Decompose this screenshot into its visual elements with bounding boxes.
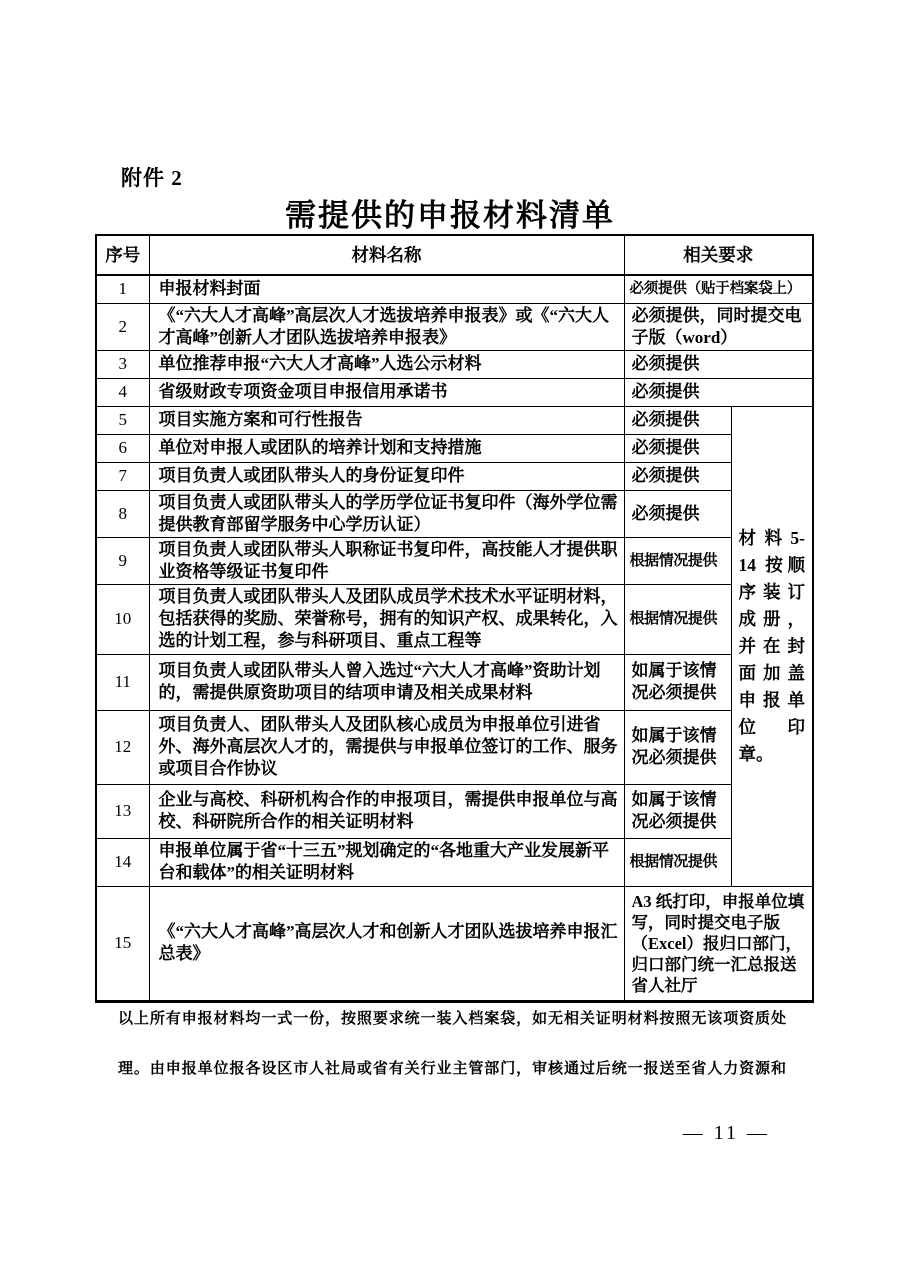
requirement-cell: 必须提供 xyxy=(624,406,731,434)
index-cell: 11 xyxy=(96,654,149,710)
requirement-cell: 必须提供 xyxy=(624,490,731,537)
header-material: 材料名称 xyxy=(149,235,624,275)
index-cell: 15 xyxy=(96,886,149,1001)
index-cell: 14 xyxy=(96,838,149,886)
index-cell: 3 xyxy=(96,350,149,378)
requirement-cell: 必须提供 xyxy=(624,350,813,378)
index-cell: 4 xyxy=(96,378,149,406)
requirement-cell: 根据情况提供 xyxy=(624,838,731,886)
index-cell: 1 xyxy=(96,275,149,303)
index-cell: 10 xyxy=(96,584,149,654)
table-row xyxy=(96,434,813,462)
footer-line: 理。由申报单位报各设区市人社局或省有关行业主管部门，审核通过后统一报送至省人力资源和 xyxy=(118,1061,786,1077)
requirement-cell: A3 纸打印，申报单位填写，同时提交电子版（Excel）报归口部门，归口部门统一汇总报送省人社厅 xyxy=(624,886,813,1001)
table-row xyxy=(96,584,813,654)
table-row xyxy=(96,710,813,784)
material-cell: 项目负责人或团队带头人及团队成员学术技术水平证明材料，包括获得的奖励、荣誉称号，拥有的知识产权、成果转化，入选的计划工程，参与科研项目、重点工程等 xyxy=(149,584,624,654)
material-cell: 《“六大人才高峰”高层次人才选拔培养申报表》或《“六大人才高峰”创新人才团队选拔培养申报表》 xyxy=(149,303,624,350)
header-index: 序号 xyxy=(96,235,149,275)
binding-instruction-cell: 材 料 5-14 按顺序装订成册，并在封面加盖申报单位印章。 xyxy=(731,406,813,886)
requirement-cell: 如属于该情况必须提供 xyxy=(624,654,731,710)
materials-table xyxy=(95,234,814,1003)
material-cell: 项目负责人或团队带头人曾入选过“六大人才高峰”资助计划的，需提供原资助项目的结项申请及相关成果材料 xyxy=(149,654,624,710)
requirement-cell: 必须提供 xyxy=(624,462,731,490)
material-cell: 项目负责人、团队带头人及团队核心成员为申报单位引进省外、海外高层次人才的，需提供与申报单位签订的工作、服务或项目合作协议 xyxy=(149,710,624,784)
table-row xyxy=(96,784,813,838)
footer-line: 以上所有申报材料均一式一份，按照要求统一装入档案袋，如无相关证明材料按照无该项资质处 xyxy=(118,1011,786,1027)
page-title: 需提供的申报材料清单 xyxy=(285,198,615,233)
material-cell: 单位推荐申报“六大人才高峰”人选公示材料 xyxy=(149,350,624,378)
footer-note xyxy=(118,1006,786,1106)
header-requirement: 相关要求 xyxy=(624,235,813,275)
material-cell: 申报材料封面 xyxy=(149,275,624,303)
material-cell: 项目负责人或团队带头人的身份证复印件 xyxy=(149,462,624,490)
table-row xyxy=(96,406,813,434)
index-cell: 8 xyxy=(96,490,149,537)
requirement-cell: 如属于该情况必须提供 xyxy=(624,784,731,838)
index-cell: 5 xyxy=(96,406,149,434)
table-row xyxy=(96,537,813,584)
table-row xyxy=(96,838,813,886)
table-row xyxy=(96,303,813,350)
table-header-row xyxy=(96,235,813,275)
index-cell: 12 xyxy=(96,710,149,784)
requirement-cell: 必须提供 xyxy=(624,434,731,462)
material-cell: 项目负责人或团队带头人职称证书复印件，高技能人才提供职业资格等级证书复印件 xyxy=(149,537,624,584)
requirement-cell: 必须提供（贴于档案袋上） xyxy=(624,275,813,303)
index-cell: 7 xyxy=(96,462,149,490)
requirement-cell: 必须提供 xyxy=(624,378,813,406)
index-cell: 6 xyxy=(96,434,149,462)
material-cell: 单位对申报人或团队的培养计划和支持措施 xyxy=(149,434,624,462)
page-number: — 11 — xyxy=(682,1122,770,1144)
requirement-cell: 根据情况提供 xyxy=(624,537,731,584)
attachment-label: 附件 2 xyxy=(121,166,183,190)
material-cell: 申报单位属于省“十三五”规划确定的“各地重大产业发展新平台和载体”的相关证明材料 xyxy=(149,838,624,886)
requirement-cell: 必须提供，同时提交电子版（word） xyxy=(624,303,813,350)
material-cell: 项目实施方案和可行性报告 xyxy=(149,406,624,434)
requirement-cell: 如属于该情况必须提供 xyxy=(624,710,731,784)
table-row xyxy=(96,378,813,406)
table-row xyxy=(96,886,813,1001)
table-row xyxy=(96,350,813,378)
table-row xyxy=(96,275,813,303)
material-cell: 《“六大人才高峰”高层次人才和创新人才团队选拔培养申报汇总表》 xyxy=(149,886,624,1001)
index-cell: 13 xyxy=(96,784,149,838)
material-cell: 省级财政专项资金项目申报信用承诺书 xyxy=(149,378,624,406)
table-row xyxy=(96,654,813,710)
index-cell: 2 xyxy=(96,303,149,350)
material-cell: 企业与高校、科研机构合作的申报项目，需提供申报单位与高校、科研院所合作的相关证明材料 xyxy=(149,784,624,838)
table-row xyxy=(96,490,813,537)
table-row xyxy=(96,462,813,490)
material-cell: 项目负责人或团队带头人的学历学位证书复印件（海外学位需提供教育部留学服务中心学历认证） xyxy=(149,490,624,537)
index-cell: 9 xyxy=(96,537,149,584)
requirement-cell: 根据情况提供 xyxy=(624,584,731,654)
